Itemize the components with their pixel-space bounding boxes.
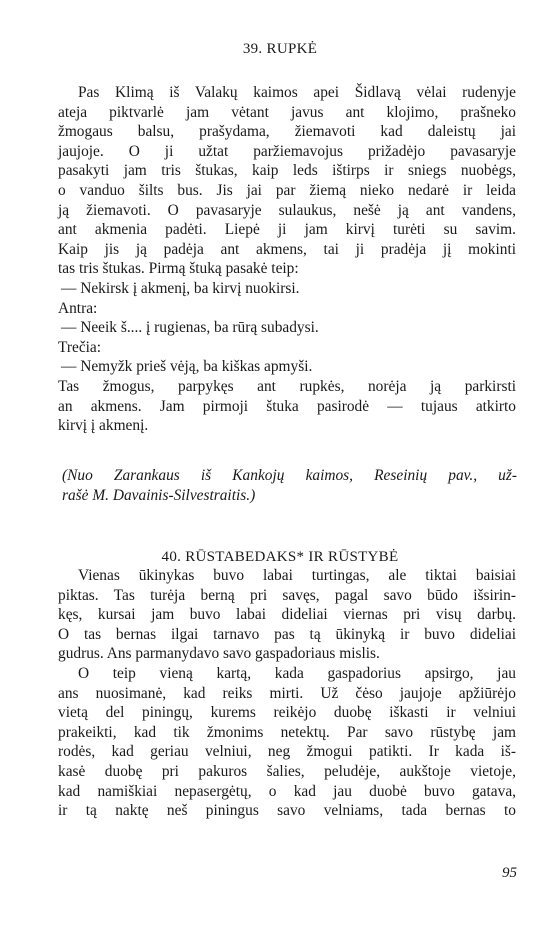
text-line: žmogaus balsu, prašydama, žiemavoti kad daleistų jai <box>58 123 516 141</box>
text-line: o vanduo šilts bus. Jis jai par žiemą nieko nedarė ir leida <box>58 181 516 199</box>
story-title-40: 40. RŪSTABEDAKS* IR RŪSTYBĖ <box>161 549 399 565</box>
text-line: rodės, kad geriau velniui, neg žmogui patikti. Ir kada iš- <box>58 743 516 761</box>
text-line: gudrus. Ans parmanydavo savo gaspadoriaus mislis. <box>58 645 380 663</box>
text-line: Vienas ūkinykas buvo labai turtingas, ale tiktai baisiai <box>78 567 516 584</box>
story-title-39: 39. RUPKĖ <box>242 41 318 57</box>
source-line: rašė M. Davainis-Silvestraitis.) <box>62 486 256 504</box>
text-line: jaujoje. O ji užtat paržiemavojus prižadėjo pavasaryje <box>58 142 516 160</box>
text-line: Tas žmogus, parpykęs ant rupkės, norėja ją parkirsti <box>58 377 516 395</box>
text-line: piktas. Tas turėja berną pri savęs, pagal savo būdo išsirin- <box>58 586 516 604</box>
text-line: an akmens. Jam pirmoji štuka pasirodė — tujaus atkirto <box>58 397 516 415</box>
source-line: (Nuo Zarankaus iš Kankojų kaimos, Reseinių pav., už- <box>62 467 517 484</box>
dialogue-line: — Neeik š.... į rugienas, ba rūrą subadysi. <box>61 319 319 337</box>
dialogue-line: — Nekirsk į akmenį, ba kirvį nuokirsi. <box>61 279 300 297</box>
text-line: ir tą naktę neš piningus savo velniams, tada bernas to <box>58 802 516 820</box>
text-line: pasakyti jam tris štukas, kaip leds ištirps ir sniegs nuobėgs, <box>58 162 516 180</box>
text-line: kęs, kursai jam buvo labai dideliai viernas pri visų darbų. <box>58 606 516 624</box>
text-line: kirvį į akmenį. <box>58 417 149 435</box>
text-line: tas tris štukas. Pirmą štuką pasakė teip: <box>58 260 299 278</box>
text-line: O teip vieną kartą, kada gaspadorius apsirgo, jau <box>78 664 516 682</box>
text-line: ateja piktvarlė jam vėtant javus ant klojimo, prašneko <box>58 103 516 121</box>
text-line: ant akmenia padėti. Liepė ji jam kirvį turėti su savim. <box>58 221 516 239</box>
page-number: 95 <box>502 865 517 881</box>
dialogue-line: — Nemyžk prieš vėją, ba kiškas apmyši. <box>61 358 313 376</box>
story-39-body <box>58 83 516 436</box>
story-40-body <box>58 566 516 821</box>
text-line: Kaip jis ją padėja ant akmens, tai ji pradėja jį mokinti <box>58 240 516 258</box>
text-line: Pas Klimą iš Valakų kaimos apei Šidlavą vėlai rudenyje <box>78 84 516 101</box>
text-line: kasė duobę pri pakuros šalies, peludėje, aukštoje vietoje, <box>58 762 516 780</box>
text-line: vietą del piningų, kurems reikėjo duobę iškasti ir velniui <box>58 704 516 722</box>
text-line: prakeikti, kad tik žmonims netektų. Par savo rūstybę jam <box>58 723 516 741</box>
text-line: ją žiemavoti. O pavasaryje sulaukus, nešė ją ant vandens, <box>58 201 516 219</box>
story-39-source-note <box>62 466 517 505</box>
text-line: kad namiškiai nepasergėtų, o kad jau duobė buvo gatava, <box>58 782 516 800</box>
text-line: Antra: <box>58 299 98 317</box>
text-line: O tas bernas ilgai tarnavo pas tą ūkinyką ir buvo dideliai <box>58 625 516 643</box>
text-line: Trečia: <box>58 338 102 356</box>
text-line: ans nuosimanė, kad reiks mirti. Už čėso jaujoje apžiūrėjo <box>58 684 516 702</box>
